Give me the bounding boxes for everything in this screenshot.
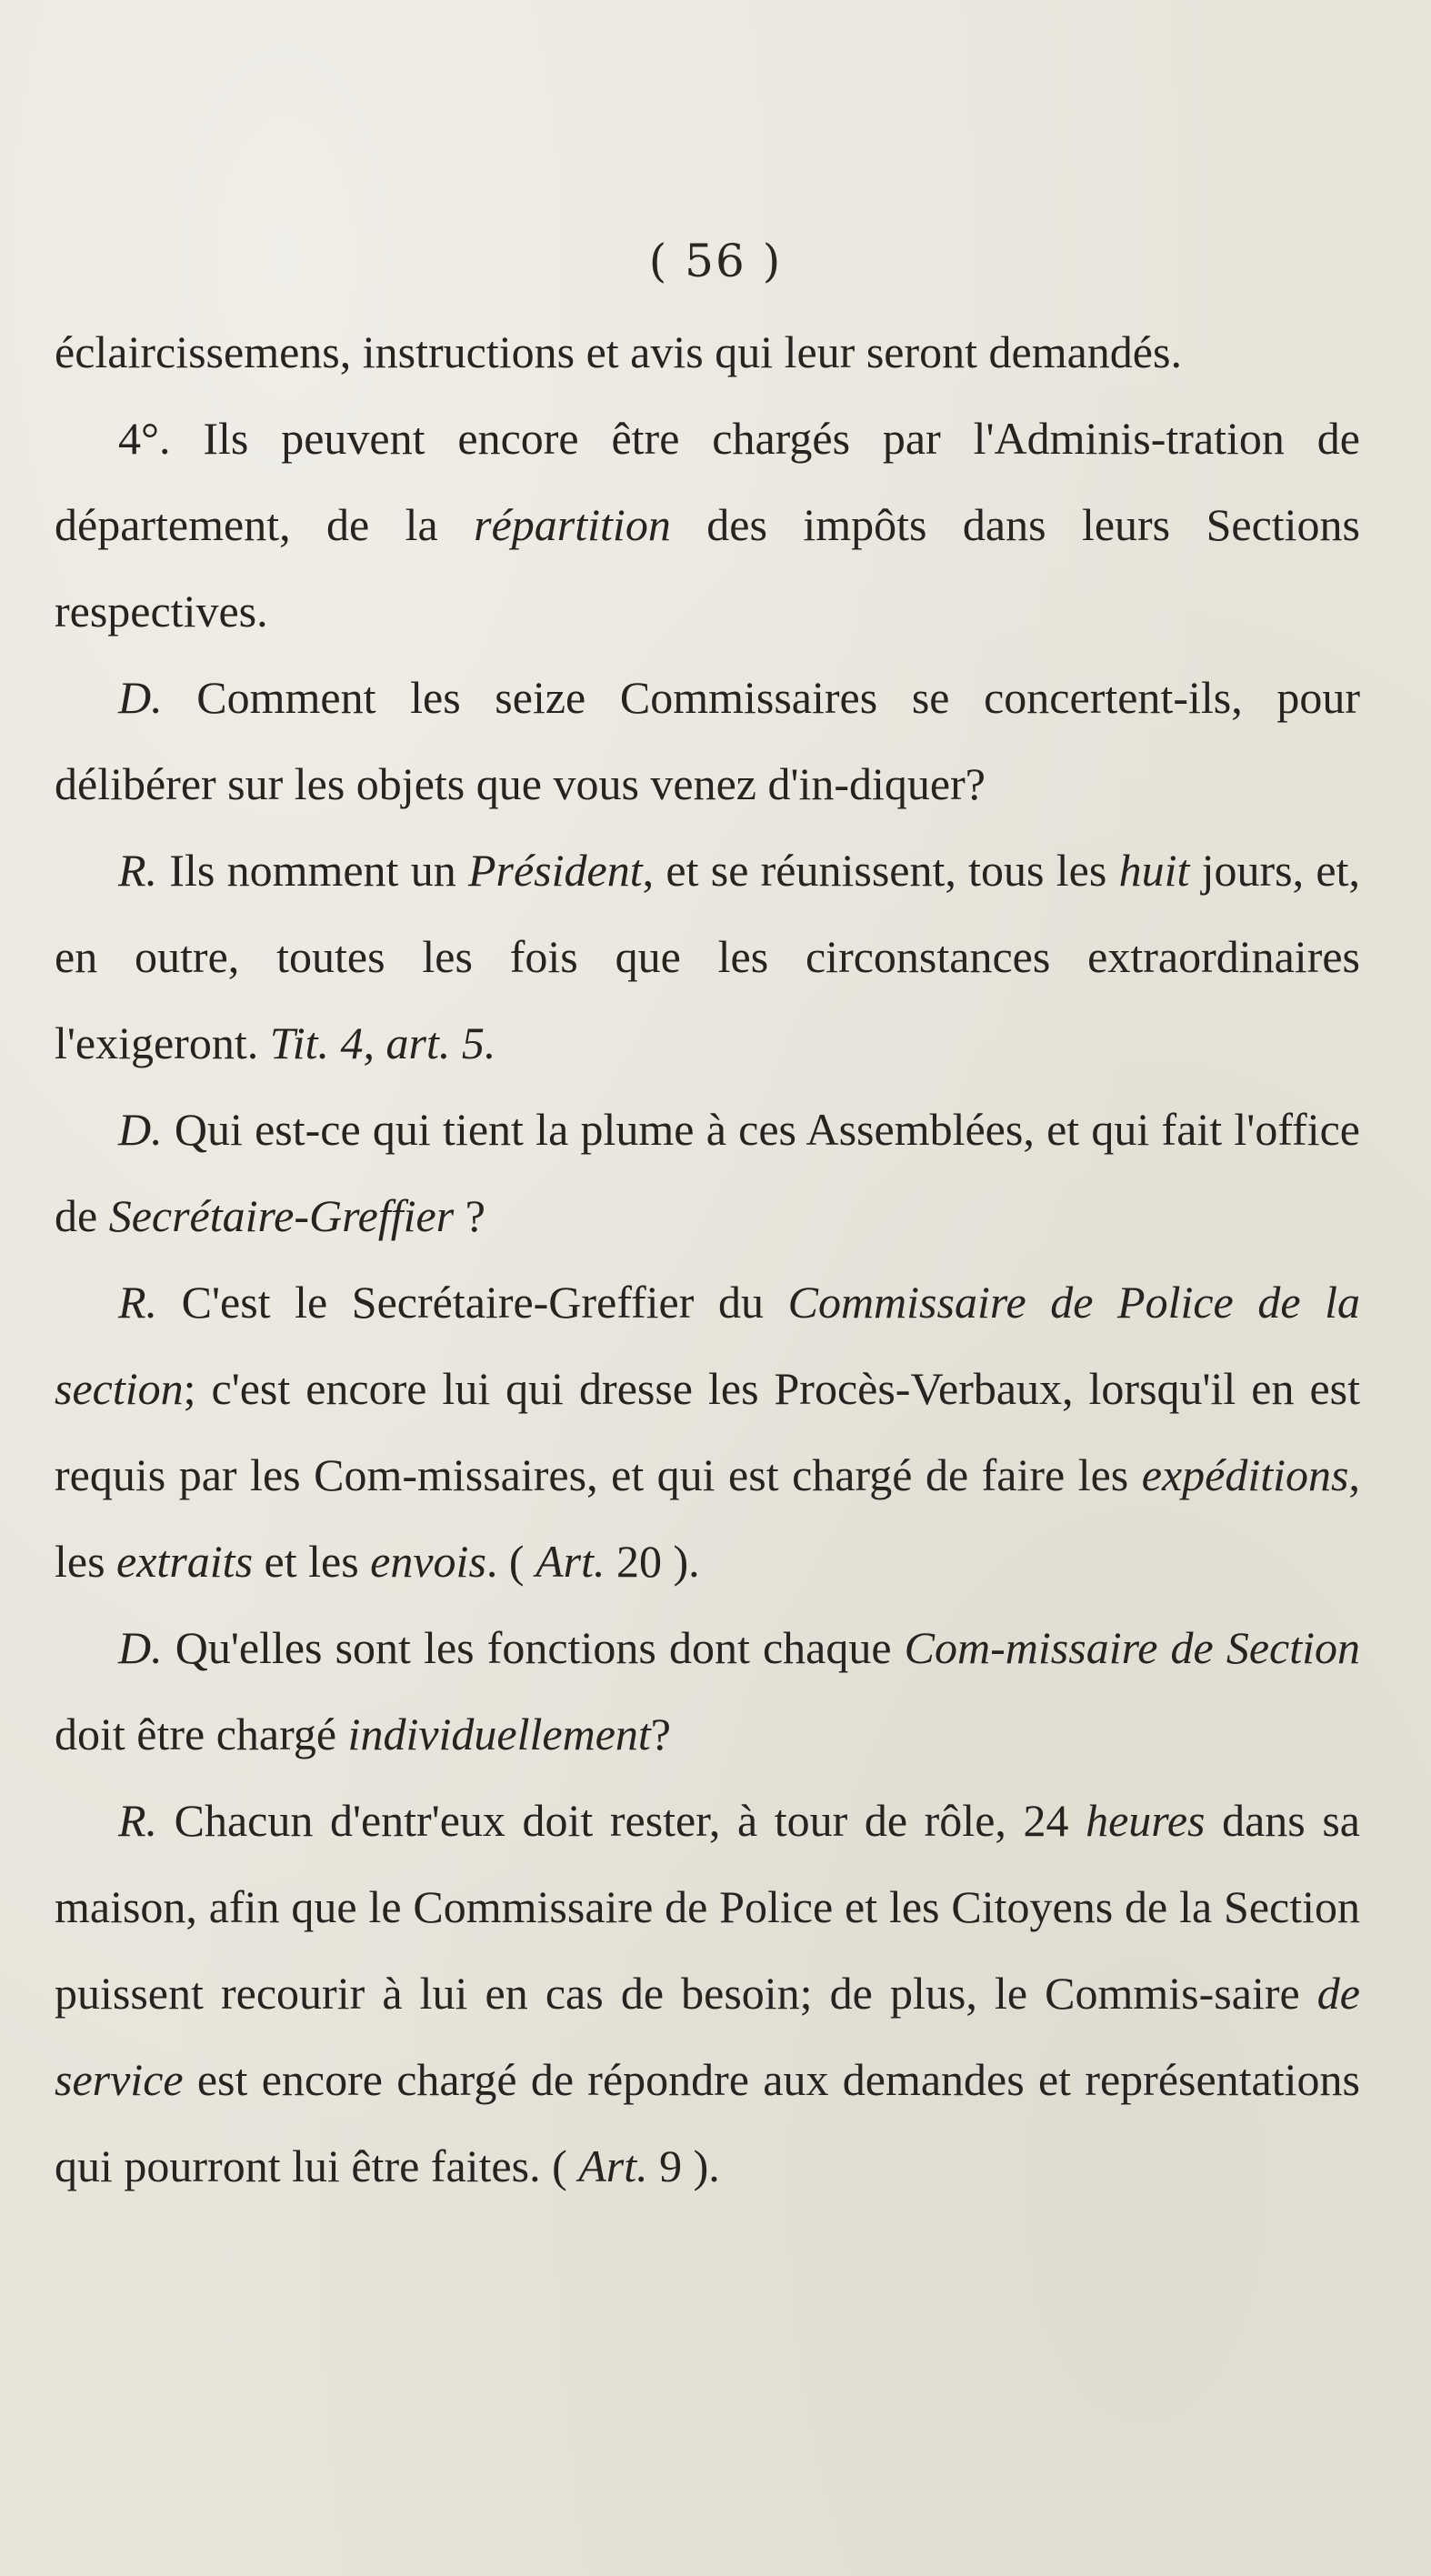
emphasis: envois [370, 1536, 486, 1587]
paragraph-text: dans sa maison, afin que le Commissaire de Police et les Citoyens de la Section puissent recourir à lui en cas de besoin; de plus, le Commis-saire [55, 1795, 1360, 2019]
answer-label: R. [118, 1795, 158, 1846]
paragraph-text: doit être chargé [55, 1709, 348, 1759]
emphasis: expéditions [1141, 1449, 1349, 1500]
paragraph-text: Ils nomment un [157, 845, 468, 896]
page-body [55, 309, 1360, 2210]
answer-paragraph [55, 1259, 1360, 1605]
citation: Tit. 4, art. 5. [269, 1017, 496, 1068]
answer-label: R. [118, 845, 158, 896]
answer-paragraph [55, 1778, 1360, 2210]
emphasis: individuellement [347, 1709, 651, 1759]
emphasis: Com-missaire de Section [904, 1622, 1360, 1673]
paragraph-text: Ils peuvent encore être chargés par l'Adminis-tration de département, de la [55, 413, 1360, 550]
emphasis: répartition [474, 499, 671, 550]
question-paragraph [55, 655, 1360, 827]
paragraph-continuation [55, 309, 1360, 396]
paragraph-text: . ( [485, 1536, 536, 1587]
emphasis: de service [55, 1968, 1360, 2105]
item-number: 4°. [118, 413, 171, 464]
question-paragraph [55, 1605, 1360, 1778]
paragraph-text: ? [454, 1190, 485, 1241]
paragraph-text: Qui est-ce qui tient la plume à ces Assemblées, et qui fait l'office de [55, 1104, 1360, 1241]
paragraph-text: C'est le Secrétaire-Greffier du [157, 1277, 788, 1328]
paragraph-text: ; c'est encore lui qui dresse les Procès-Verbaux, lorsqu'il en est requis par les Com-missaires, et qui est chargé de faire les [55, 1363, 1360, 1500]
paragraph-text: jours, et, en outre, toutes les fois que les circonstances extraordinaires l'exigeront. [55, 845, 1360, 1068]
paragraph-text: ? [650, 1709, 671, 1759]
paragraph-text: 20 ). [605, 1536, 700, 1587]
paragraph-text: est encore chargé de répondre aux demandes et représentations qui pourront lui être faites. ( [55, 2054, 1360, 2191]
emphasis: Commissaire de Police de la section [55, 1277, 1361, 1414]
citation: Art. [535, 1536, 605, 1587]
paragraph-text: , et se réunissent, tous les [642, 845, 1119, 896]
paragraph-text: 9 ). [647, 2140, 720, 2191]
paragraph-text: éclaircissemens, instructions et avis qui leur seront demandés. [55, 326, 1182, 377]
paragraph-text: Qu'elles sont les fonctions dont chaque [162, 1622, 905, 1673]
emphasis: Secrétaire-Greffier [108, 1190, 455, 1241]
paragraph-text: Chacun d'entr'eux doit rester, à tour de rôle, 24 [157, 1795, 1086, 1846]
paragraph-item-4 [55, 396, 1360, 655]
emphasis: heures [1086, 1795, 1206, 1846]
question-label: D. [118, 672, 163, 723]
question-label: D. [118, 1622, 163, 1673]
paragraph-text: et les [253, 1536, 371, 1587]
paragraph-text: des impôts dans leurs Sections respectives. [55, 499, 1360, 636]
paragraph-text: , les [55, 1449, 1360, 1587]
paragraph-text: Comment les seize Commissaires se concertent-ils, pour délibérer sur les objets que vous venez d'in-diquer? [55, 672, 1360, 809]
question-paragraph [55, 1087, 1360, 1259]
emphasis: Président [467, 845, 643, 896]
answer-paragraph [55, 827, 1360, 1087]
question-label: D. [118, 1104, 163, 1155]
answer-label: R. [118, 1277, 158, 1328]
emphasis: extraits [116, 1536, 254, 1587]
emphasis: huit [1118, 845, 1190, 896]
page-number: ( 56 ) [648, 235, 783, 287]
citation: Art. [578, 2140, 648, 2191]
